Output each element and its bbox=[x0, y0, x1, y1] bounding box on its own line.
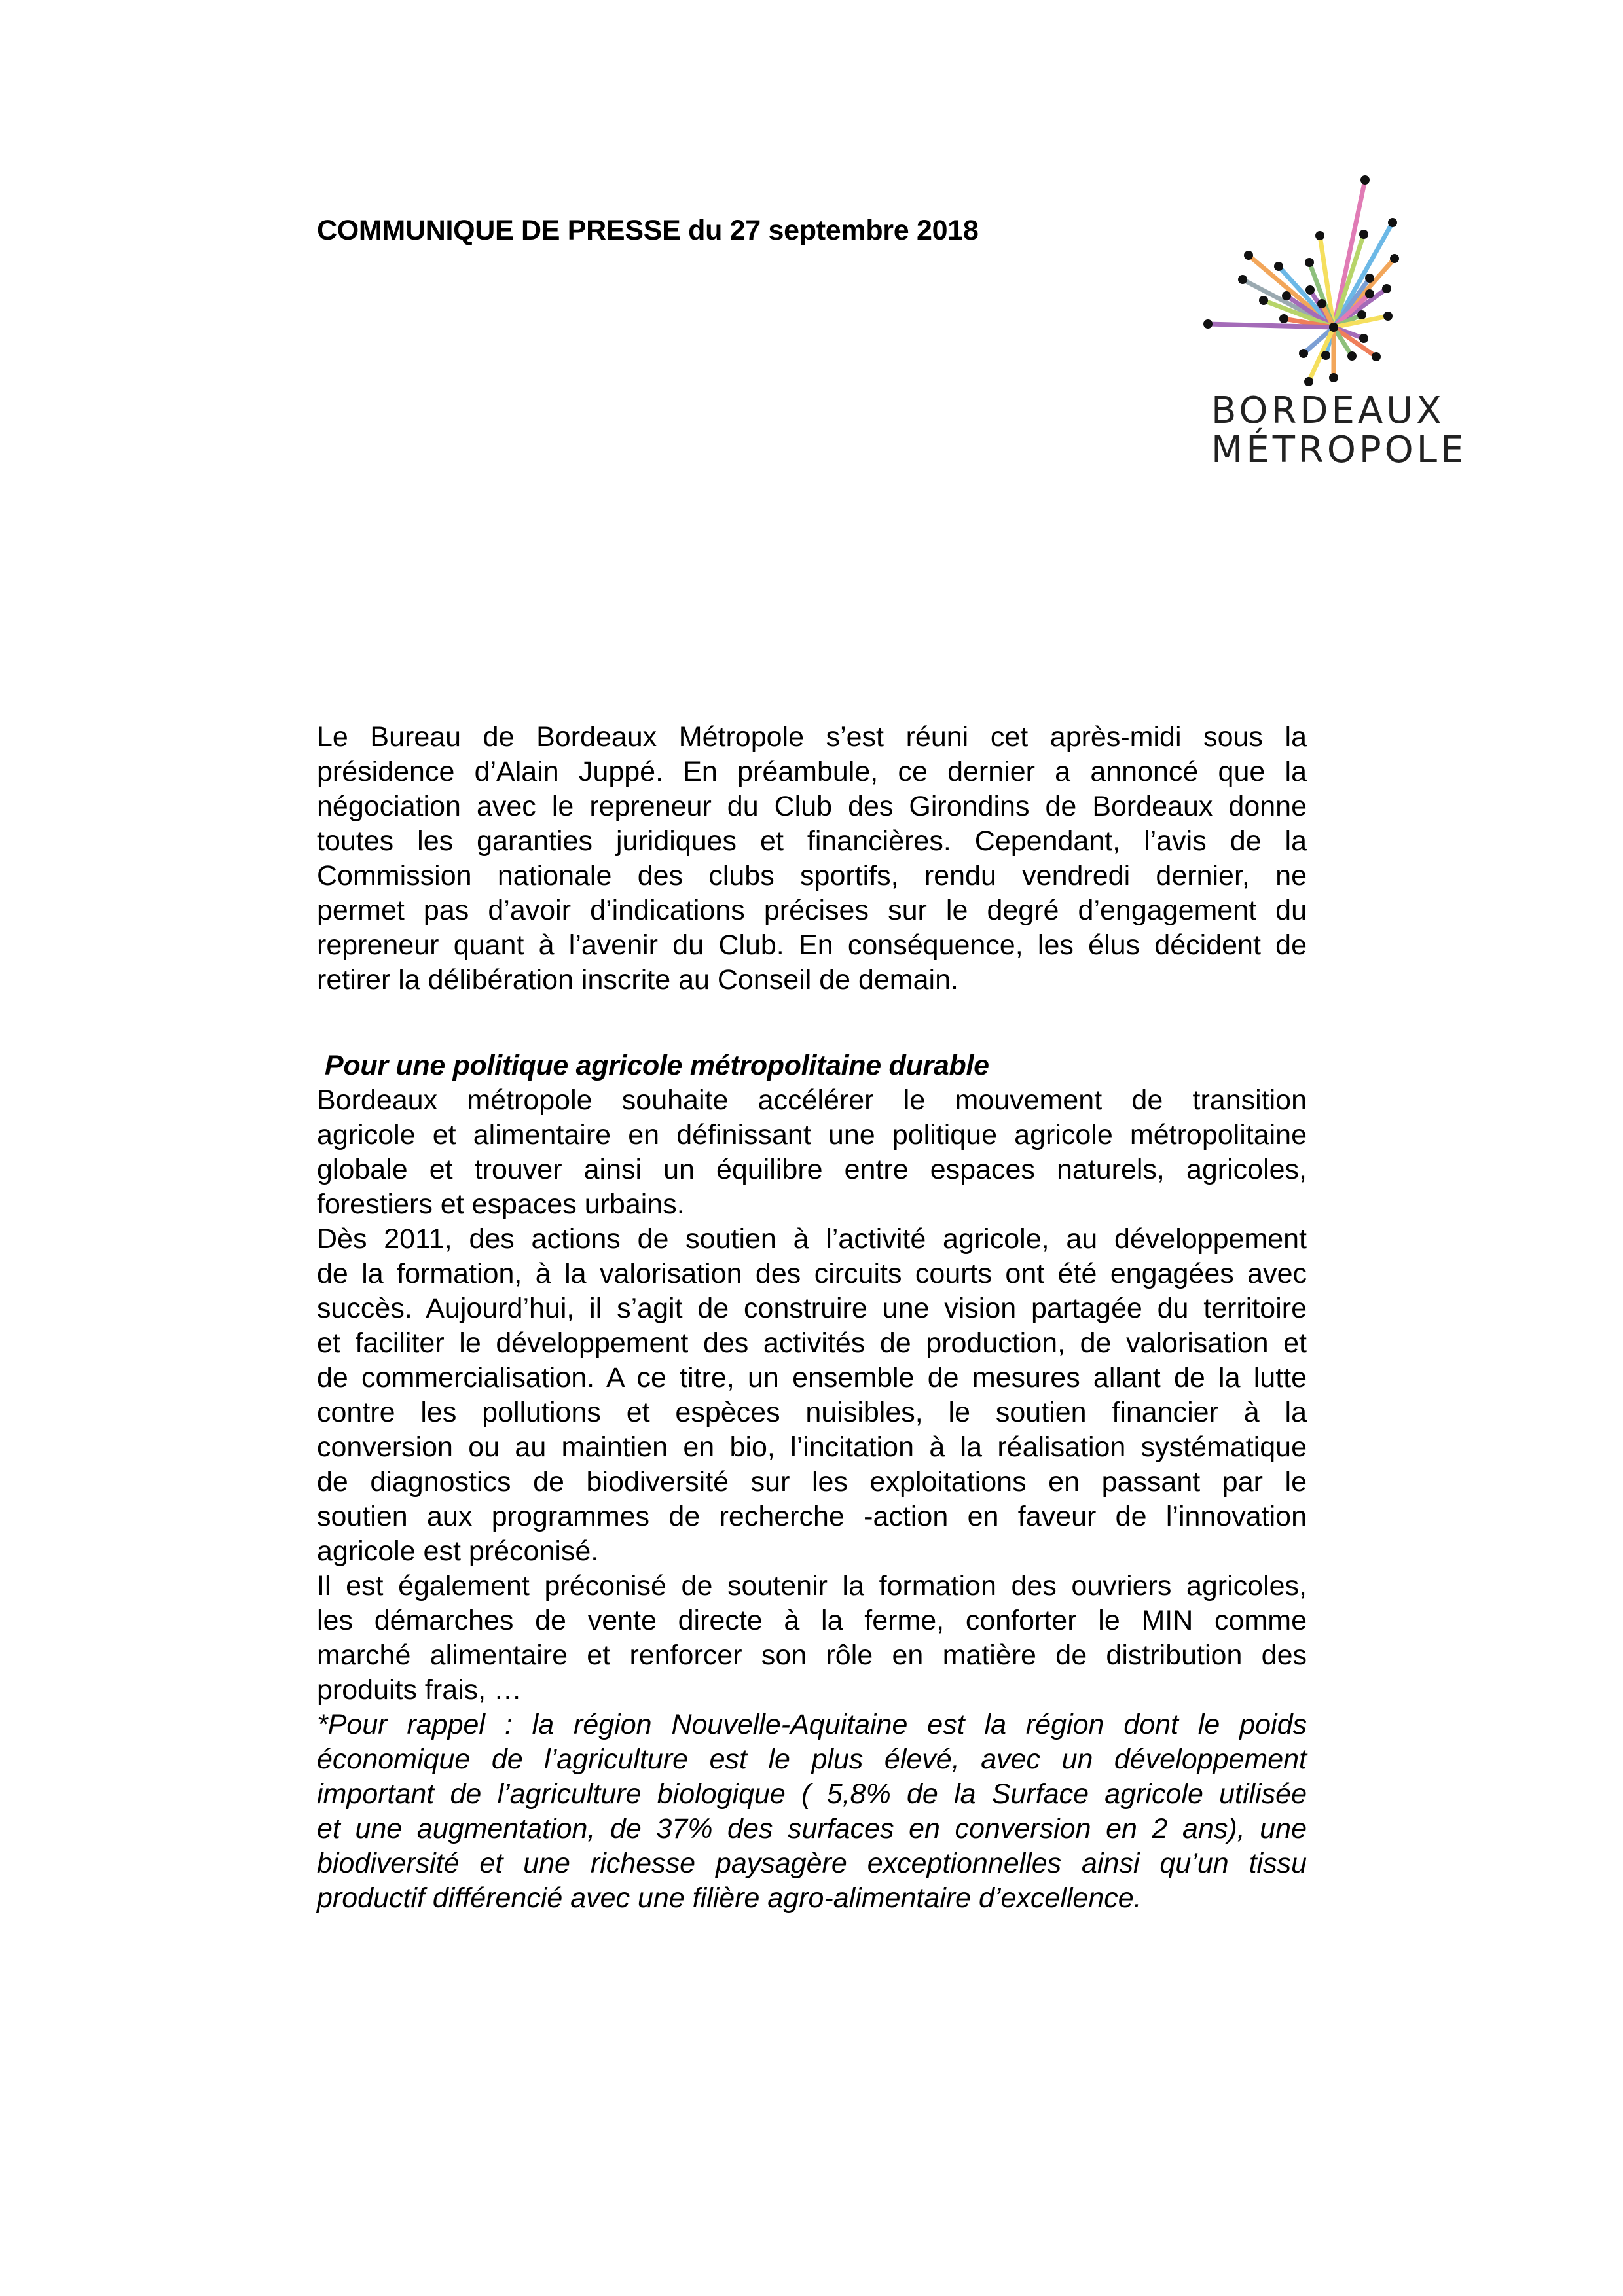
text-line: permet pas d’avoir d’indications précises sur le degré d’engagement du bbox=[317, 895, 1307, 926]
intro-paragraph bbox=[317, 720, 1307, 997]
logo-dot bbox=[1388, 218, 1397, 227]
text-line: *Pour rappel : la région Nouvelle-Aquitaine est la région dont le poids bbox=[317, 1709, 1307, 1740]
logo-dot bbox=[1365, 274, 1374, 283]
text-line: marché alimentaire et renforcer son rôle en matière de distribution des bbox=[317, 1640, 1307, 1671]
logo-dot bbox=[1304, 377, 1313, 386]
logo-dot bbox=[1315, 231, 1324, 240]
logo-dot bbox=[1329, 323, 1338, 332]
text-line: agricole est préconisé. bbox=[317, 1535, 599, 1567]
text-line: globale et trouver ainsi un équilibre entre espaces naturels, agricoles, bbox=[317, 1154, 1307, 1185]
text-line: forestiers et espaces urbains. bbox=[317, 1189, 685, 1220]
text-line: retirer la délibération inscrite au Conseil de demain. bbox=[317, 964, 958, 996]
text-line: économique de l’agriculture est le plus élevé, avec un développement bbox=[317, 1744, 1307, 1775]
text-line: Commission nationale des clubs sportifs, rendu vendredi dernier, ne bbox=[317, 860, 1307, 891]
logo-dot bbox=[1383, 312, 1393, 321]
text-line: contre les pollutions et espèces nuisibles, le soutien financier à la bbox=[317, 1397, 1307, 1428]
text-line: Il est également préconisé de soutenir la formation des ouvriers agricoles, bbox=[317, 1570, 1307, 1602]
logo-dot bbox=[1244, 251, 1253, 260]
text-line: repreneur quant à l’avenir du Club. En conséquence, les élus décident de bbox=[317, 929, 1307, 961]
logo-dot bbox=[1317, 299, 1326, 308]
text-line: toutes les garanties juridiques et financières. Cependant, l’avis de la bbox=[317, 825, 1307, 857]
text-line: de la formation, à la valorisation des circuits courts ont été engagées avec bbox=[317, 1258, 1307, 1289]
section-paragraph bbox=[317, 1083, 1307, 1222]
region-note bbox=[317, 1708, 1307, 1916]
logo-dot bbox=[1360, 175, 1370, 185]
logo-dot bbox=[1238, 275, 1247, 284]
text-line: présidence d’Alain Juppé. En préambule, ce dernier a annoncé que la bbox=[317, 756, 1307, 787]
text-line: de commercialisation. A ce titre, un ensemble de mesures allant de la lutte bbox=[317, 1362, 1307, 1393]
logo-ray bbox=[1334, 327, 1376, 357]
logo-ray bbox=[1208, 324, 1334, 327]
text-line: soutien aux programmes de recherche -action en faveur de l’innovation bbox=[317, 1501, 1307, 1532]
logo-dot bbox=[1203, 319, 1213, 329]
text-line: productif différencié avec une filière agro-alimentaire d’excellence. bbox=[317, 1882, 1142, 1914]
text-line: important de l’agriculture biologique ( 5,8% de la Surface agricole utilisée bbox=[317, 1778, 1307, 1810]
logo-text-line1: BORDEAUX bbox=[1211, 389, 1445, 432]
text-line: de diagnostics de biodiversité sur les exploitations en passant par le bbox=[317, 1466, 1307, 1498]
bordeaux-metropole-logo bbox=[1178, 157, 1473, 471]
text-line: conversion ou au maintien en bio, l’incitation à la réalisation systématique bbox=[317, 1431, 1307, 1463]
text-line: succès. Aujourd’hui, il s’agit de construire une vision partagée du territoire bbox=[317, 1293, 1307, 1324]
text-line: biodiversité et une richesse paysagère exceptionnelles ainsi qu’un tissu bbox=[317, 1848, 1307, 1879]
logo-dot bbox=[1359, 334, 1368, 343]
text-line: Le Bureau de Bordeaux Métropole s’est réuni cet après-midi sous la bbox=[317, 721, 1307, 753]
logo-dot bbox=[1259, 296, 1268, 305]
agriculture-section bbox=[317, 1049, 1307, 1916]
logo-dot bbox=[1382, 284, 1391, 293]
logo-dot bbox=[1329, 373, 1338, 382]
logo-dot bbox=[1372, 352, 1381, 361]
logo-text-line2: MÉTROPOLE bbox=[1211, 429, 1467, 471]
text-line: négociation avec le repreneur du Club des Girondins de Bordeaux donne bbox=[317, 791, 1307, 822]
section-paragraph bbox=[317, 1222, 1307, 1569]
logo-dot bbox=[1274, 262, 1283, 271]
logo-dot bbox=[1305, 285, 1315, 295]
logo-dot bbox=[1359, 230, 1368, 239]
logo-dot bbox=[1321, 351, 1330, 360]
logo-dot bbox=[1279, 314, 1288, 323]
text-line: agricole et alimentaire en définissant une politique agricole métropolitaine bbox=[317, 1119, 1307, 1151]
text-line: et une augmentation, de 37% des surfaces en conversion en 2 ans), une bbox=[317, 1813, 1307, 1844]
section-paragraph bbox=[317, 1569, 1307, 1708]
section-heading: Pour une politique agricole métropolitaine durable bbox=[325, 1050, 989, 1081]
starburst-logo-icon bbox=[1178, 157, 1473, 393]
logo-dot bbox=[1299, 349, 1308, 358]
text-line: produits frais, … bbox=[317, 1674, 522, 1706]
document-title: COMMUNIQUE DE PRESSE du 27 septembre 2018 bbox=[317, 215, 979, 246]
logo-dot bbox=[1282, 291, 1291, 300]
text-line: et faciliter le développement des activités de production, de valorisation et bbox=[317, 1327, 1307, 1359]
text-line: Dès 2011, des actions de soutien à l’activité agricole, au développement bbox=[317, 1223, 1307, 1255]
logo-dot bbox=[1357, 310, 1366, 319]
text-line: les démarches de vente directe à la ferme, conforter le MIN comme bbox=[317, 1605, 1307, 1636]
logo-dot bbox=[1365, 289, 1374, 298]
logo-dot bbox=[1347, 351, 1357, 361]
logo-dot bbox=[1305, 258, 1314, 267]
text-line: Bordeaux métropole souhaite accélérer le mouvement de transition bbox=[317, 1085, 1307, 1116]
logo-dot bbox=[1390, 254, 1399, 263]
